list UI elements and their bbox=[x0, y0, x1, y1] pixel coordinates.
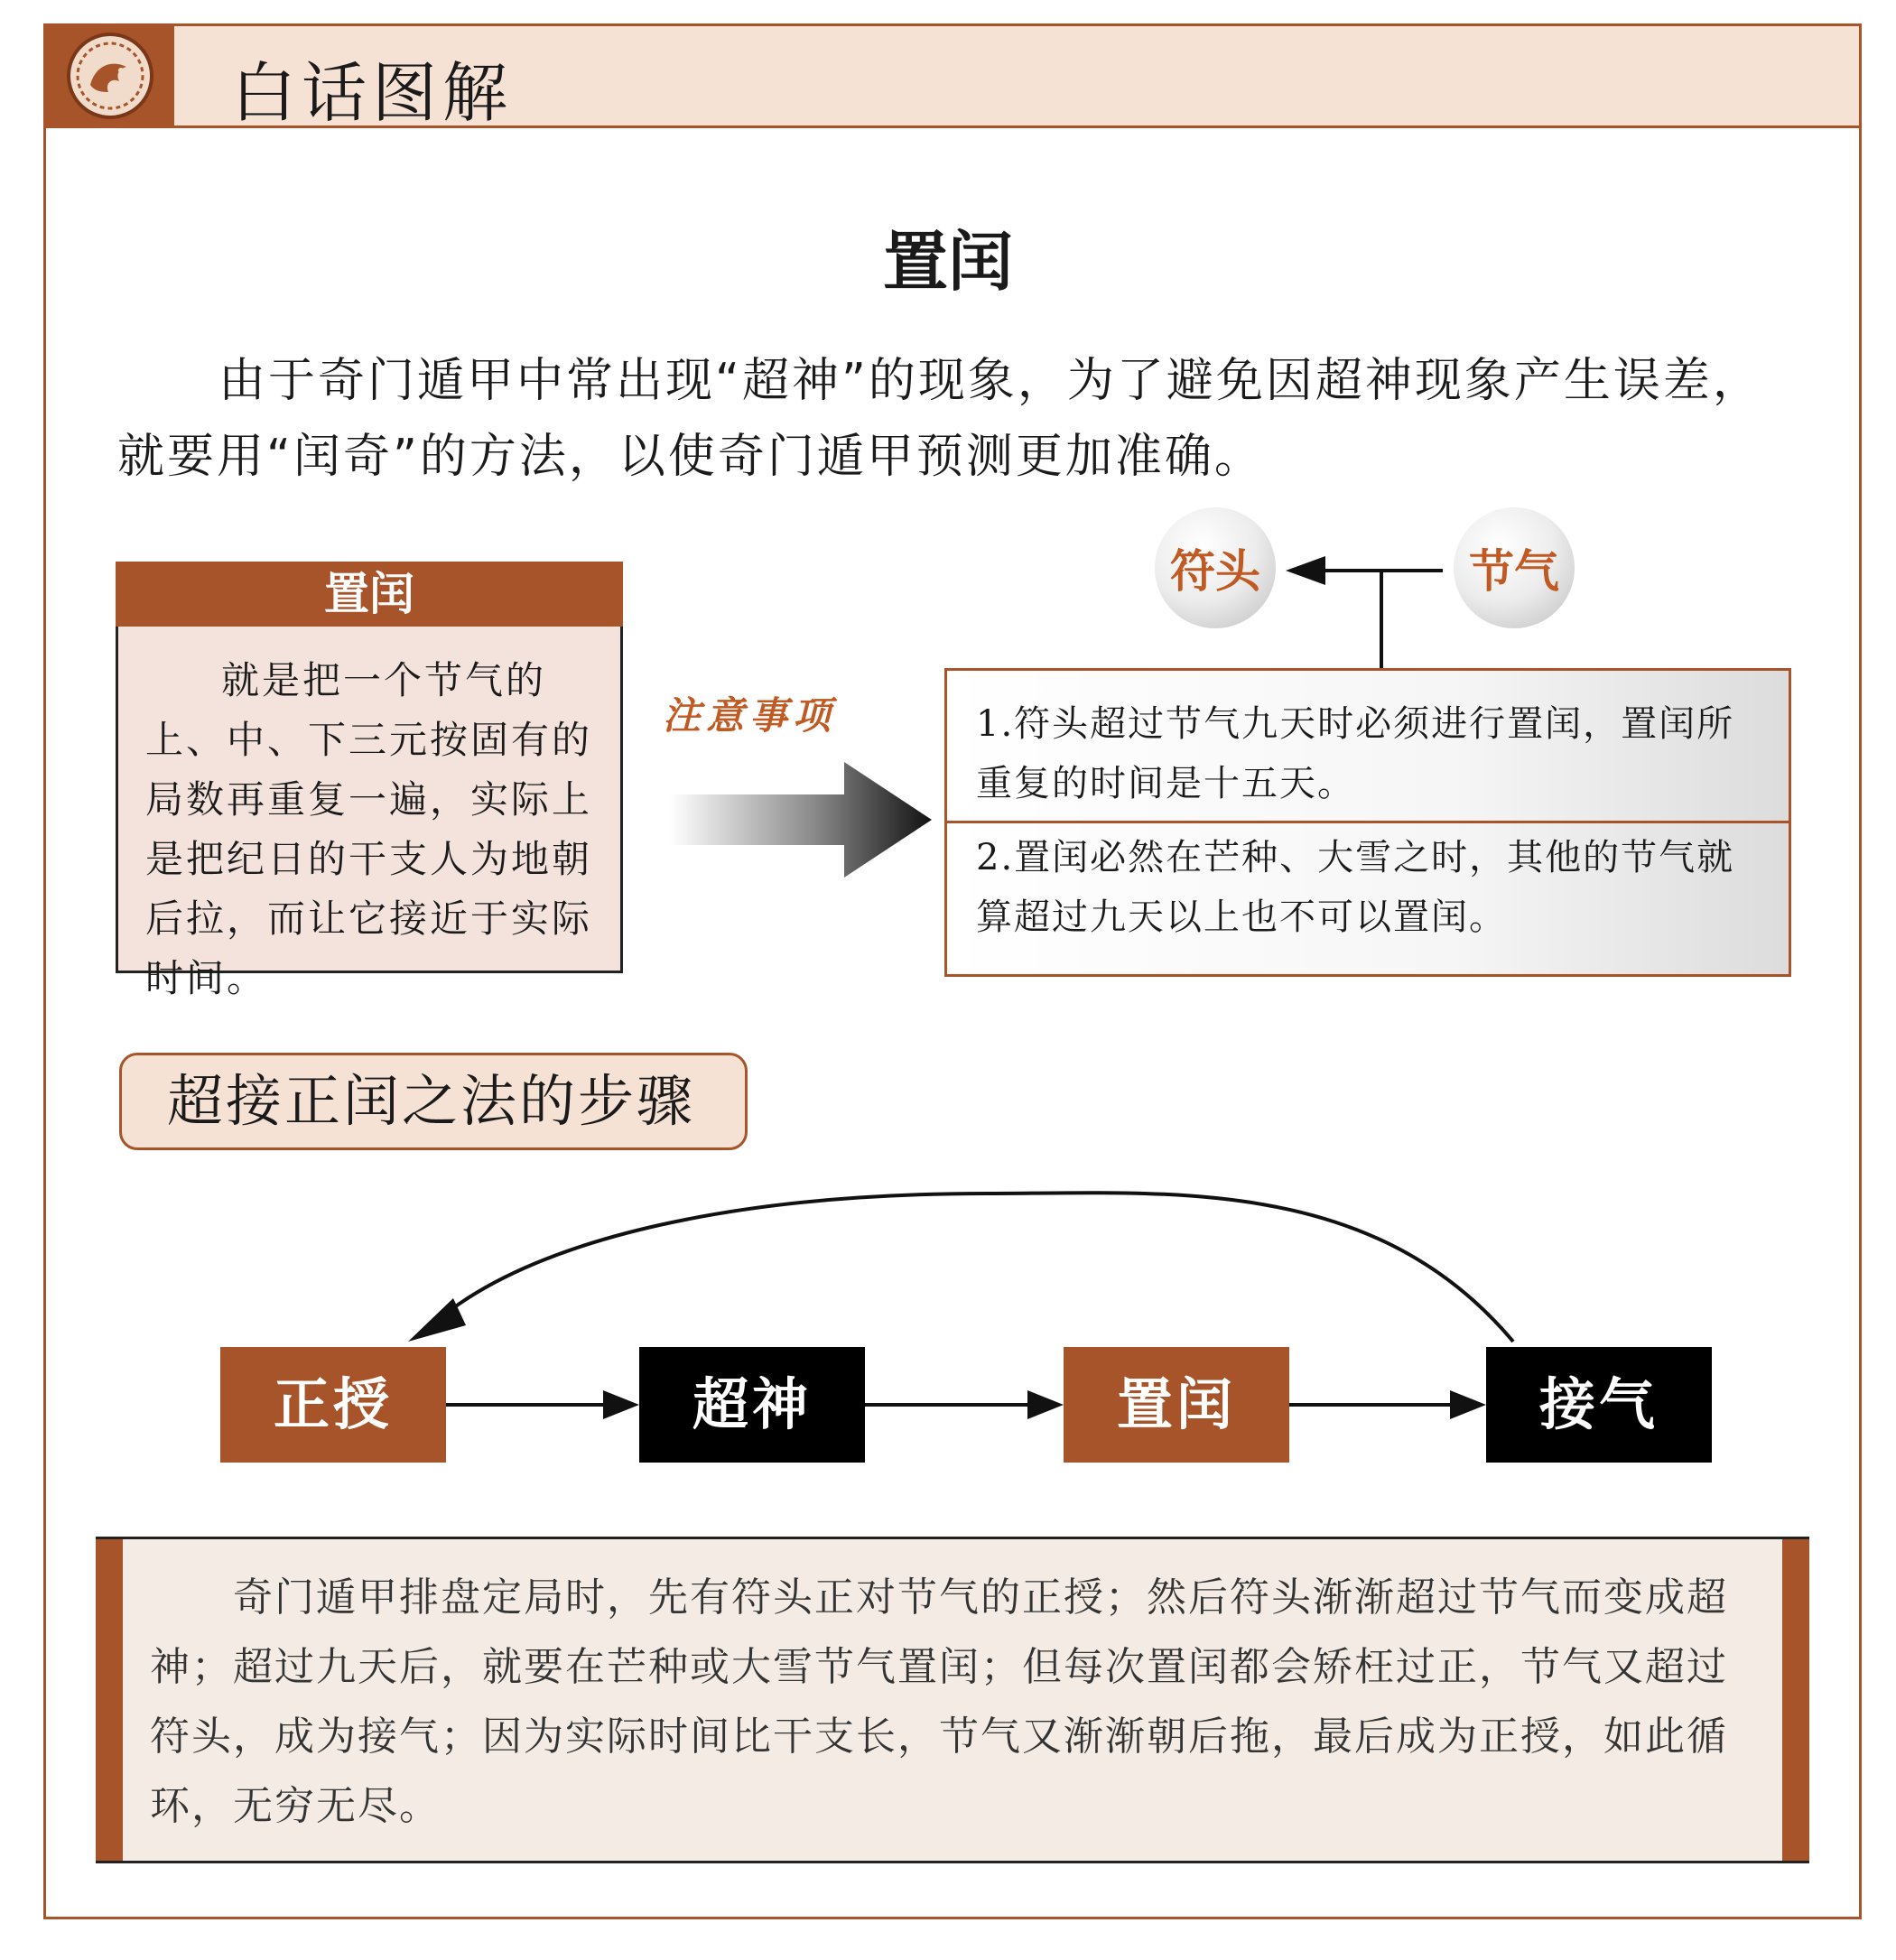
page-title: 置闰 bbox=[882, 223, 1013, 300]
summary-text: 奇门遁甲排盘定局时，先有符头正对节气的正授；然后符头渐渐超过节气而变成超神；超过九天后，就要在芒种或大雪节气置闰；但每次置闰都会矫枉过正，节气又超过符头，成为接气；因为实际时间比干支长，节气又渐渐朝后拖，最后成为正授，如此循环，无穷无尽。 bbox=[150, 1575, 1728, 1829]
definition-text: 就是把一个节气的上、中、下三元按固有的局数再重复一遍，实际上是把纪日的干支人为地朝后拉，而让它接近于实际时间。 bbox=[145, 658, 593, 1000]
header-title: 白话图解 bbox=[231, 55, 514, 131]
jieqi-bubble: 节气 bbox=[1454, 507, 1575, 628]
gradient-arrow-icon bbox=[670, 762, 932, 878]
step-zhengshou: 正授 bbox=[220, 1347, 446, 1463]
futou-bubble: 符头 bbox=[1155, 507, 1276, 628]
step-zhirun: 置闰 bbox=[1064, 1347, 1289, 1463]
arrow-to-futou-icon bbox=[1286, 556, 1325, 585]
notes-box bbox=[944, 668, 1791, 977]
summary-box bbox=[96, 1537, 1809, 1863]
intro-paragraph: 由于奇门遁甲中常出现“超神”的现象，为了避免因超神现象产生误差，就要用“闰奇”的方法，以使奇门遁甲预测更加准确。 bbox=[117, 354, 1762, 484]
note-item-2: 2.置闰必然在芒种、大雪之时，其他的节气就算超过九天以上也不可以置闰。 bbox=[976, 837, 1735, 938]
flow-arrowhead-1-icon bbox=[603, 1390, 639, 1419]
flow-arrowhead-2-icon bbox=[1027, 1390, 1064, 1419]
summary-bar-right bbox=[1782, 1539, 1809, 1861]
notes-divider bbox=[947, 821, 1789, 823]
note-item-1: 1.符头超过节气九天时必须进行置闰，置闰所重复的时间是十五天。 bbox=[976, 703, 1735, 804]
notes-label: 注意事项 bbox=[663, 693, 837, 738]
section-title: 超接正闰之法的步骤 bbox=[119, 1053, 748, 1150]
definition-heading: 置闰 bbox=[116, 562, 623, 627]
summary-bar-left bbox=[96, 1539, 123, 1861]
flow-arrowhead-3-icon bbox=[1450, 1390, 1486, 1419]
cycle-return-arc bbox=[442, 1193, 1513, 1342]
step-jieqi: 接气 bbox=[1486, 1347, 1712, 1463]
step-chaoshen: 超神 bbox=[639, 1347, 865, 1463]
